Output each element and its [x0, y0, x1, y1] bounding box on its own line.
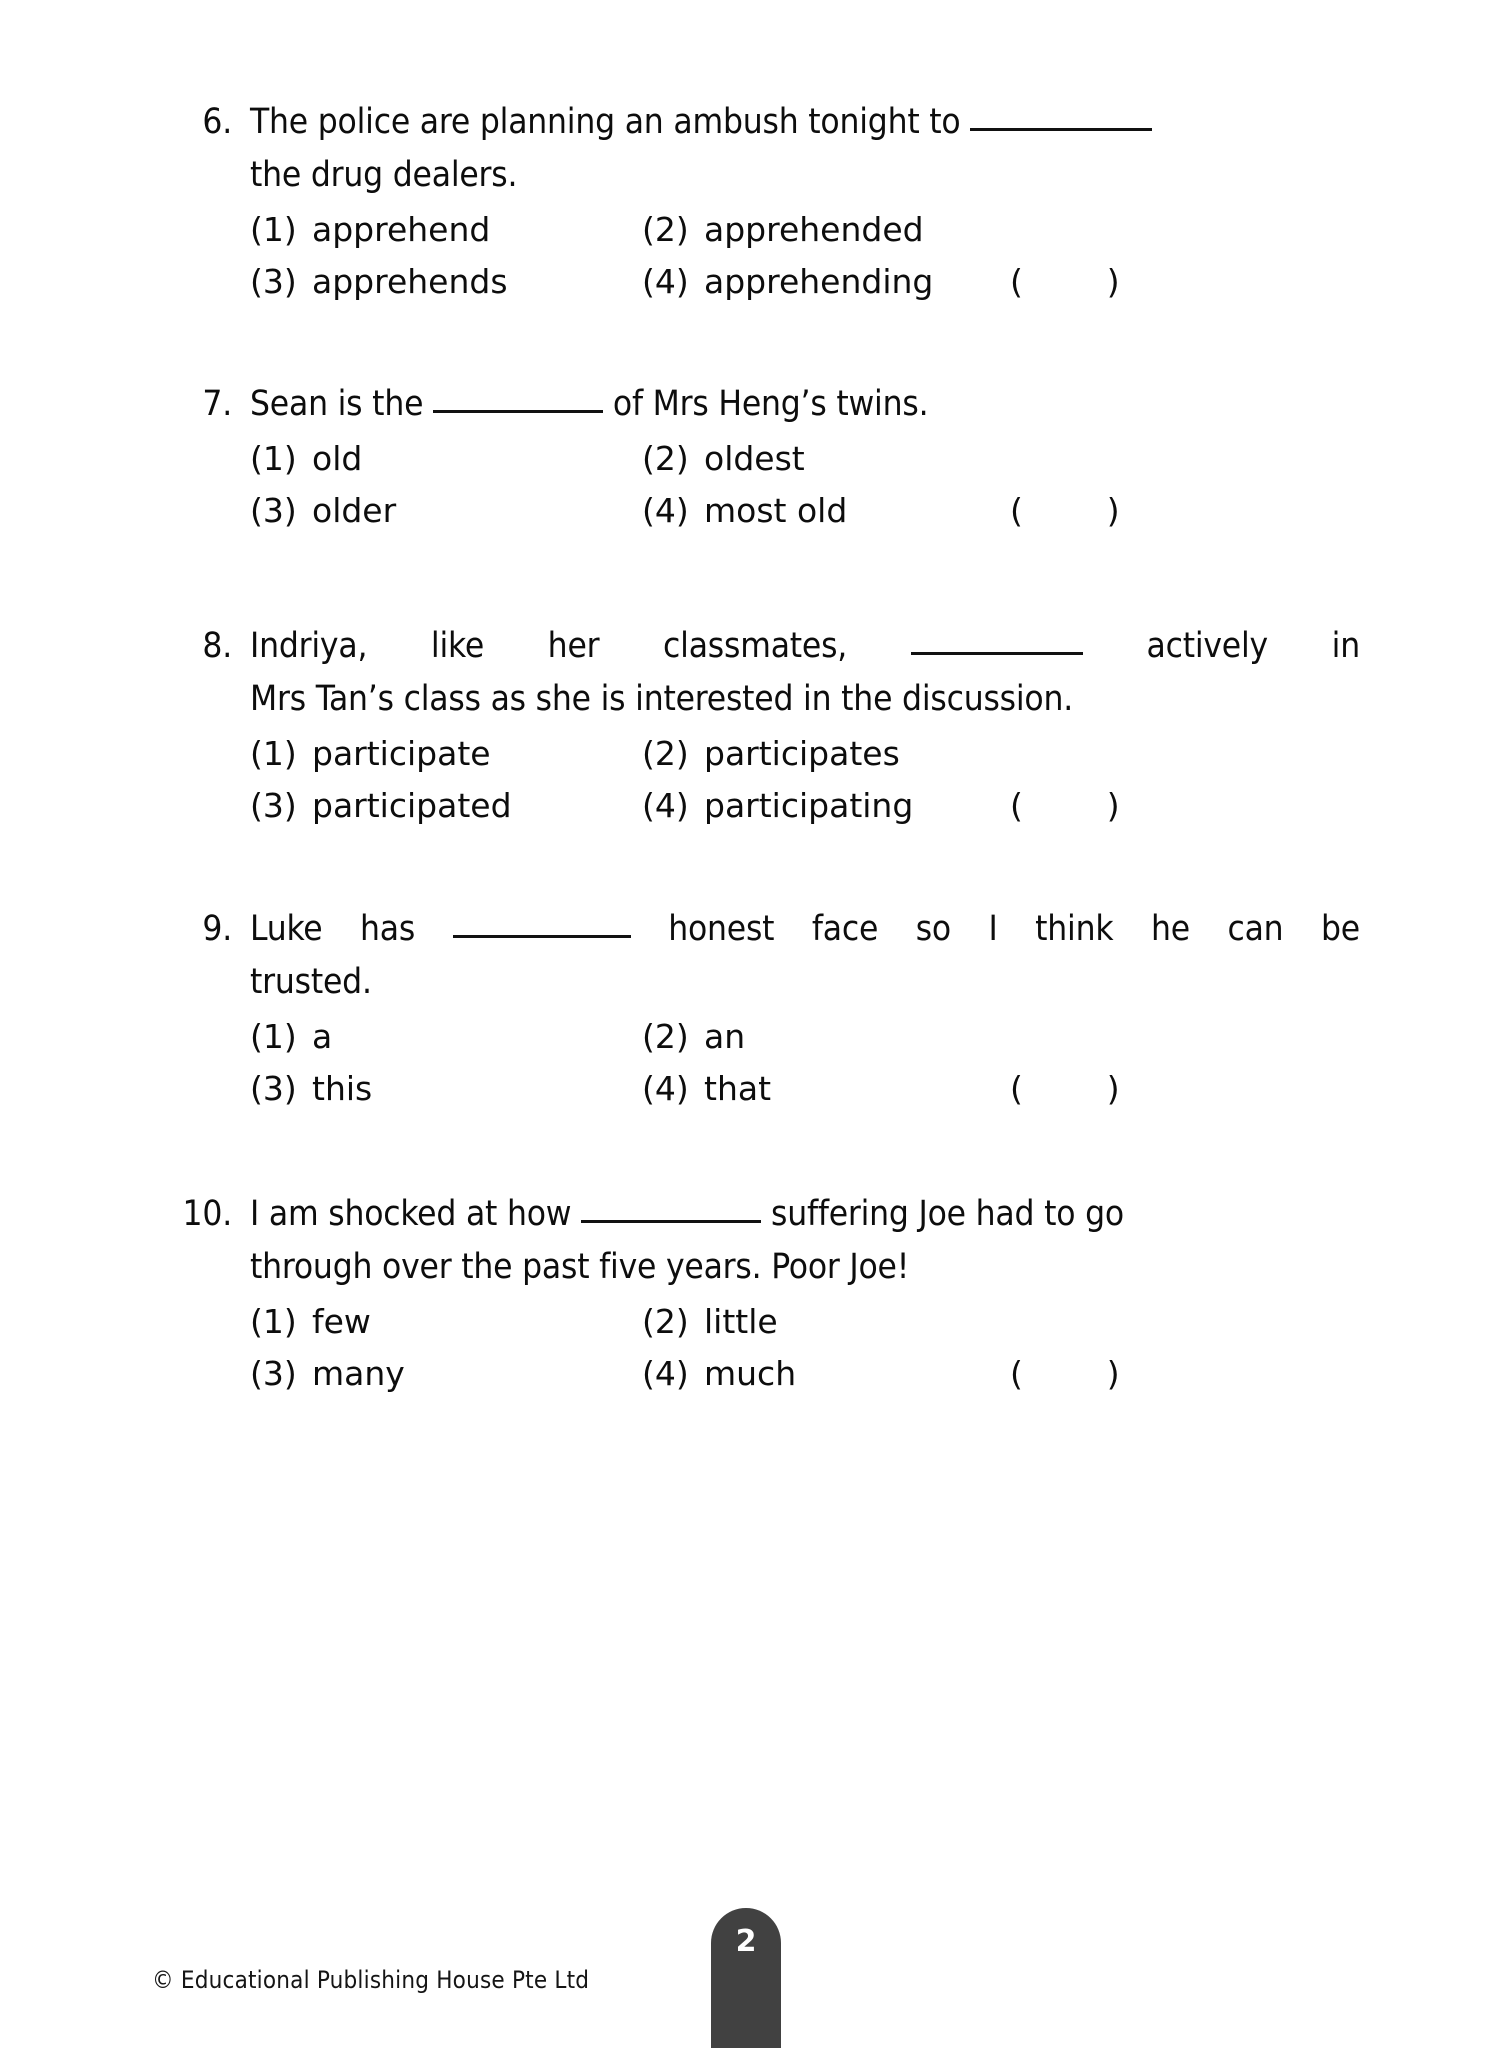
option-3-label: this — [312, 1069, 373, 1108]
option-3-label: older — [312, 491, 397, 530]
option-4-label: most old — [704, 491, 848, 530]
option-2-label: apprehended — [704, 210, 924, 249]
answer-bracket[interactable]: ( ) — [1010, 262, 1120, 301]
page-number: 2 — [735, 1924, 757, 1959]
option-2-label: oldest — [704, 439, 805, 478]
question-8-number: 8. — [202, 626, 232, 666]
option-4-label: much — [704, 1354, 797, 1393]
question-9-stem-text-before: Luke has — [250, 909, 416, 949]
option-3-label: participated — [312, 786, 512, 825]
option-3-tag: (3) — [250, 262, 297, 301]
question-10-stem-line1 — [250, 1188, 1360, 1241]
option-1[interactable] — [250, 728, 491, 780]
question-9-stem-line1 — [250, 903, 1360, 956]
option-2[interactable] — [642, 204, 924, 256]
option-3[interactable] — [250, 780, 512, 832]
question-10-stem — [170, 1188, 1360, 1294]
answer-bracket[interactable]: ( ) — [1010, 1069, 1120, 1108]
page-number-tab — [711, 1908, 781, 2048]
option-3[interactable] — [250, 1348, 405, 1400]
question-7-blank[interactable] — [433, 390, 603, 413]
question-8-blank[interactable] — [911, 632, 1083, 655]
question-6-stem-line2: the drug dealers. — [250, 155, 518, 195]
option-1-label: apprehend — [312, 210, 491, 249]
question-6 — [170, 96, 1360, 308]
option-1-label: participate — [312, 734, 491, 773]
option-4[interactable] — [642, 780, 913, 832]
option-3-tag: (3) — [250, 1354, 297, 1393]
option-1[interactable] — [250, 204, 490, 256]
option-row — [250, 485, 1360, 537]
option-2-tag: (2) — [642, 210, 689, 249]
question-7 — [170, 378, 1360, 537]
option-1-tag: (1) — [250, 734, 297, 773]
option-3[interactable] — [250, 1063, 372, 1115]
option-4-label: apprehending — [704, 262, 934, 301]
question-6-number: 6. — [202, 102, 232, 142]
question-9-stem-line2: trusted. — [250, 962, 372, 1002]
question-9 — [170, 903, 1360, 1115]
option-2-tag: (2) — [642, 1302, 689, 1341]
question-6-stem-line1 — [250, 96, 1360, 149]
option-1[interactable] — [250, 1296, 371, 1348]
question-6-stem — [170, 96, 1360, 202]
option-2-tag: (2) — [642, 734, 689, 773]
option-4[interactable] — [642, 485, 847, 537]
question-10-blank[interactable] — [581, 1200, 761, 1223]
question-9-stem — [170, 903, 1360, 1009]
answer-bracket[interactable]: ( ) — [1010, 1354, 1120, 1393]
option-4[interactable] — [642, 256, 933, 308]
option-4-tag: (4) — [642, 491, 689, 530]
answer-bracket[interactable]: ( ) — [1010, 786, 1120, 825]
option-1-tag: (1) — [250, 210, 297, 249]
option-row — [250, 256, 1360, 308]
option-4[interactable] — [642, 1348, 796, 1400]
option-3[interactable] — [250, 485, 396, 537]
question-8-stem-line2: Mrs Tan’s class as she is interested in the discussion. — [250, 679, 1074, 719]
question-8 — [170, 620, 1360, 832]
question-8-stem-line1 — [250, 620, 1360, 673]
question-10-stem-text-after: suffering Joe had to go — [770, 1194, 1124, 1234]
option-row — [250, 433, 1360, 485]
question-9-number: 9. — [202, 909, 232, 949]
question-6-options — [170, 204, 1360, 308]
option-4-tag: (4) — [642, 1354, 689, 1393]
option-2-label: little — [704, 1302, 778, 1341]
question-6-blank[interactable] — [970, 108, 1152, 131]
question-9-blank[interactable] — [453, 915, 631, 938]
question-8-options — [170, 728, 1360, 832]
question-10-stem-text-before: I am shocked at how — [250, 1194, 572, 1234]
option-3-label: many — [312, 1354, 405, 1393]
option-4-label: that — [704, 1069, 772, 1108]
option-2[interactable] — [642, 1011, 745, 1063]
option-4-tag: (4) — [642, 786, 689, 825]
option-3-tag: (3) — [250, 786, 297, 825]
option-row — [250, 728, 1360, 780]
question-8-stem-text-after: actively in — [1146, 626, 1360, 666]
answer-bracket[interactable]: ( ) — [1010, 491, 1120, 530]
option-2[interactable] — [642, 1296, 778, 1348]
option-1-label: a — [312, 1017, 333, 1056]
question-7-stem-text-after: of Mrs Heng’s twins. — [612, 384, 929, 424]
option-1-tag: (1) — [250, 1017, 297, 1056]
option-3-tag: (3) — [250, 491, 297, 530]
option-row — [250, 780, 1360, 832]
question-6-stem-text: The police are planning an ambush tonight to — [250, 102, 961, 142]
question-9-stem-text-after: honest face so I think he can be — [668, 909, 1360, 949]
question-10-number: 10. — [182, 1194, 232, 1234]
option-row — [250, 1296, 1360, 1348]
option-1[interactable] — [250, 1011, 332, 1063]
option-1-label: old — [312, 439, 363, 478]
option-2[interactable] — [642, 433, 805, 485]
question-7-options — [170, 433, 1360, 537]
option-row — [250, 1011, 1360, 1063]
question-7-number: 7. — [202, 384, 232, 424]
option-row — [250, 204, 1360, 256]
option-4-tag: (4) — [642, 1069, 689, 1108]
option-2-tag: (2) — [642, 439, 689, 478]
question-8-stem-text-before: Indriya, like her classmates, — [250, 626, 848, 666]
question-10 — [170, 1188, 1360, 1400]
option-row — [250, 1063, 1360, 1115]
option-4-label: participating — [704, 786, 914, 825]
question-7-stem-text-before: Sean is the — [250, 384, 424, 424]
copyright-notice: © Educational Publishing House Pte Ltd — [152, 1966, 590, 1994]
option-3[interactable] — [250, 256, 508, 308]
option-3-tag: (3) — [250, 1069, 297, 1108]
question-8-stem — [170, 620, 1360, 726]
option-4[interactable] — [642, 1063, 771, 1115]
option-2-tag: (2) — [642, 1017, 689, 1056]
option-1-label: few — [312, 1302, 371, 1341]
option-1-tag: (1) — [250, 439, 297, 478]
question-7-stem — [170, 378, 1360, 431]
option-2[interactable] — [642, 728, 900, 780]
question-9-options — [170, 1011, 1360, 1115]
option-3-label: apprehends — [312, 262, 508, 301]
option-1-tag: (1) — [250, 1302, 297, 1341]
option-1[interactable] — [250, 433, 362, 485]
question-10-options — [170, 1296, 1360, 1400]
question-7-stem-line1 — [250, 378, 1360, 431]
option-4-tag: (4) — [642, 262, 689, 301]
option-row — [250, 1348, 1360, 1400]
option-2-label: participates — [704, 734, 900, 773]
option-2-label: an — [704, 1017, 746, 1056]
question-10-stem-line2: through over the past five years. Poor Joe! — [250, 1247, 910, 1287]
